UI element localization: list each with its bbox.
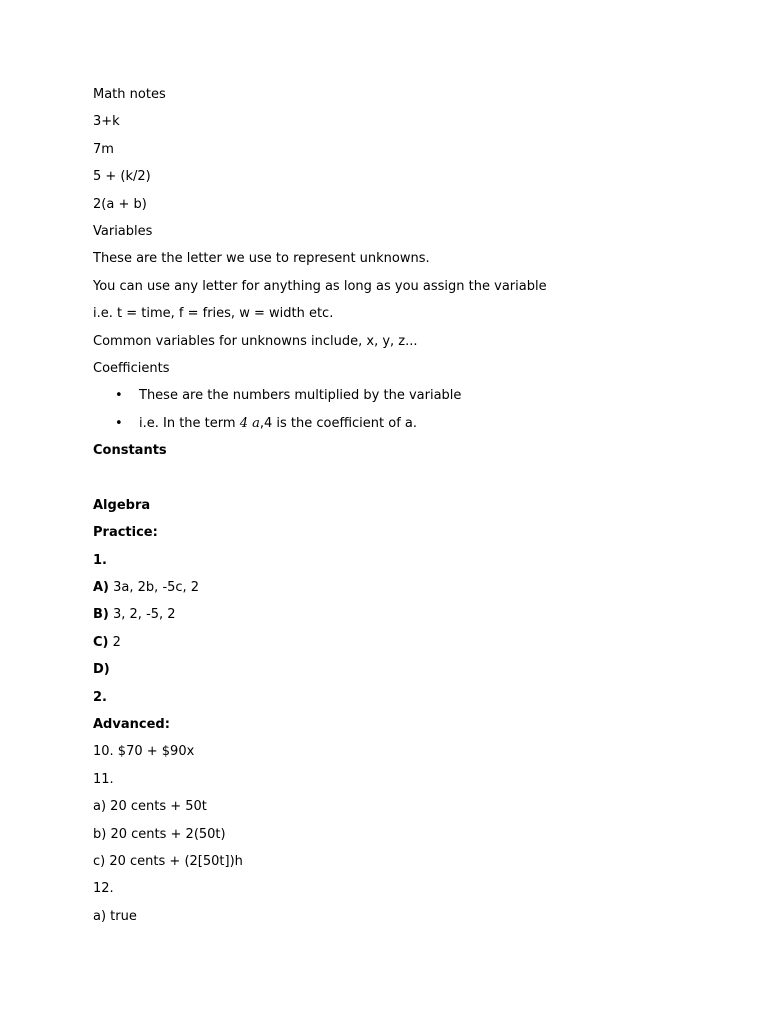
advanced-line: a) 20 cents + 50t <box>93 799 207 815</box>
advanced-line: 12. <box>93 881 114 897</box>
advanced-line: 11. <box>93 771 114 787</box>
algebra-heading: Algebra <box>93 497 151 513</box>
coefficients-bullet-item <box>93 415 693 432</box>
variables-text-line: Common variables for unknowns include, x, y, z... <box>93 333 418 349</box>
answer-label: A) <box>93 580 110 596</box>
practice-heading: Practice: <box>93 525 158 541</box>
document-body <box>93 86 693 935</box>
answer-text: 3, 2, -5, 2 <box>108 607 176 623</box>
answer-a <box>93 579 693 596</box>
expression-line: 5 + (k/2) <box>93 169 151 185</box>
variables-text-line: You can use any letter for anything as long as you assign the variable <box>93 278 547 294</box>
math-term: 4 a <box>239 415 260 431</box>
answer-text: 3a, 2b, -5c, 2 <box>109 580 200 596</box>
advanced-line: c) 20 cents + (2[50t])h <box>93 853 243 869</box>
advanced-line: 10. $70 + $90x <box>93 744 195 760</box>
expression-line: 2(a + b) <box>93 196 147 212</box>
bullet-glyph: • <box>115 388 123 404</box>
constants-heading: Constants <box>93 443 167 459</box>
blank-line <box>93 469 693 486</box>
advanced-line: b) 20 cents + 2(50t) <box>93 826 226 842</box>
bullet-text-suffix: ,4 is the coefficient of a. <box>259 415 418 431</box>
question-number: 1. <box>93 552 107 568</box>
answer-label: D) <box>93 662 110 678</box>
coefficients-bullet-item <box>93 387 693 404</box>
variables-heading: Variables <box>93 223 153 239</box>
variables-text-line: i.e. t = time, f = fries, w = width etc. <box>93 306 334 322</box>
coefficients-heading: Coefficients <box>93 360 170 376</box>
answer-text: 2 <box>108 634 121 650</box>
advanced-heading: Advanced: <box>93 716 170 732</box>
bullet-text: These are the numbers multiplied by the variable <box>139 388 462 404</box>
answer-label: B) <box>93 607 109 623</box>
bullet-glyph: • <box>115 415 123 431</box>
answer-label: C) <box>93 634 109 650</box>
answer-b <box>93 606 693 623</box>
bullet-text-prefix: i.e. In the term <box>139 415 240 431</box>
answer-d <box>93 661 693 678</box>
doc-title: Math notes <box>93 87 166 102</box>
variables-text-line: These are the letter we use to represent unknowns. <box>93 251 430 267</box>
question-number: 2. <box>93 689 107 705</box>
answer-c <box>93 634 693 651</box>
expression-line: 3+k <box>93 114 120 130</box>
advanced-line: a) true <box>93 908 137 924</box>
expression-line: 7m <box>93 141 114 157</box>
